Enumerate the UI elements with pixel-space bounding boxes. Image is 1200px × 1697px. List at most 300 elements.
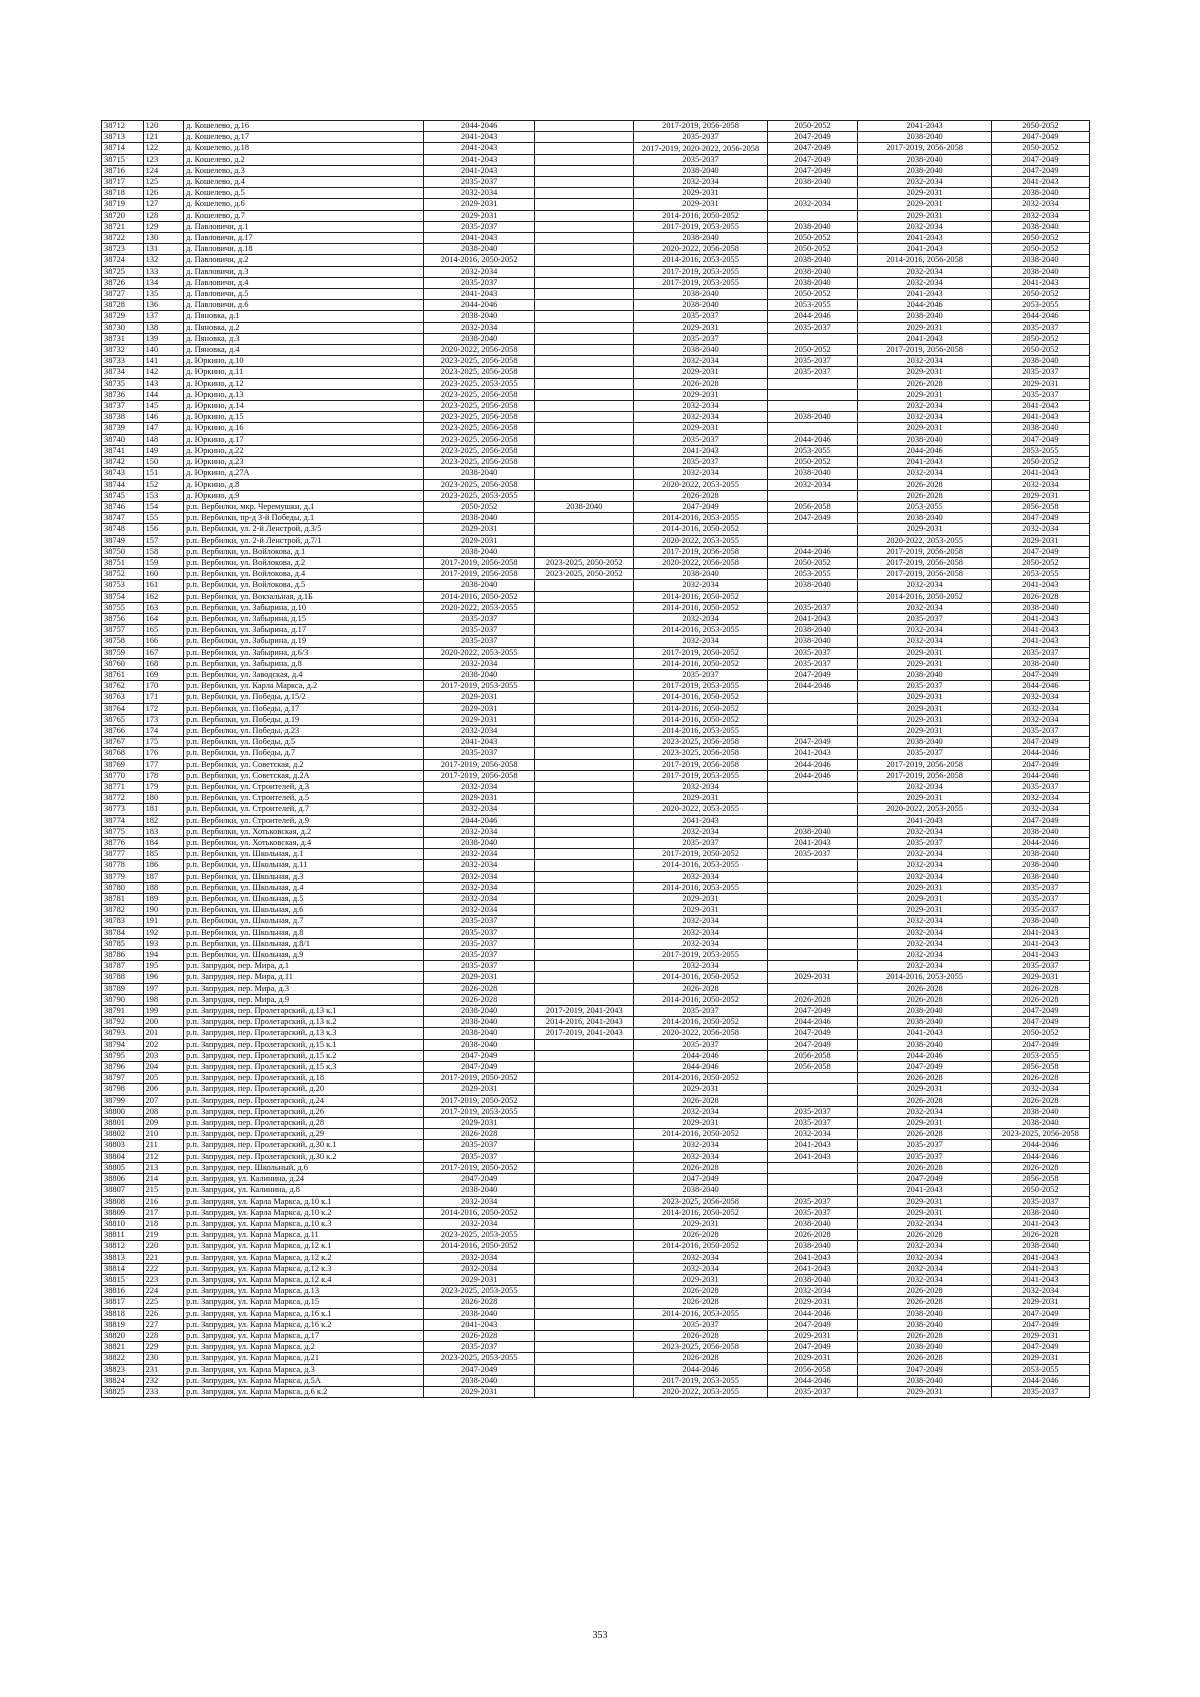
table-row <box>102 121 1090 132</box>
cell-period-1: 2035-2037 <box>424 625 535 636</box>
cell-period-4: 2038-2040 <box>767 221 858 232</box>
cell-period-6: 2050-2052 <box>991 289 1089 300</box>
table-row <box>102 1073 1090 1084</box>
cell-period-5: 2026-2028 <box>858 1162 991 1173</box>
cell-period-6: 2041-2043 <box>991 950 1089 961</box>
table-row <box>102 613 1090 624</box>
cell-period-3: 2026-2028 <box>634 1095 767 1106</box>
cell-period-1: 2026-2028 <box>424 994 535 1005</box>
cell-period-5: 2041-2043 <box>858 289 991 300</box>
cell-period-3: 2014-2016, 2050-2052 <box>634 658 767 669</box>
cell-period-4: 2044-2046 <box>767 759 858 770</box>
cell-period-4: 2035-2037 <box>767 602 858 613</box>
table-row <box>102 412 1090 423</box>
cell-address: д. Юркино, д.22 <box>184 445 424 456</box>
cell-period-3: 2032-2034 <box>634 468 767 479</box>
cell-period-1: 2023-2025, 2056-2058 <box>424 356 535 367</box>
cell-period-1: 2041-2043 <box>424 154 535 165</box>
cell-row-number: 229 <box>143 1342 184 1353</box>
cell-period-6: 2026-2028 <box>991 994 1089 1005</box>
cell-period-5: 2032-2034 <box>858 356 991 367</box>
table-row <box>102 1218 1090 1229</box>
cell-period-3: 2032-2034 <box>634 916 767 927</box>
cell-record-id: 38754 <box>102 591 144 602</box>
cell-period-3: 2029-2031 <box>634 894 767 905</box>
cell-period-6: 2041-2043 <box>991 625 1089 636</box>
cell-row-number: 214 <box>143 1174 184 1185</box>
cell-period-3: 2032-2034 <box>634 356 767 367</box>
cell-period-2 <box>535 266 634 277</box>
cell-period-2 <box>535 938 634 949</box>
cell-period-6: 2035-2037 <box>991 389 1089 400</box>
cell-period-6: 2041-2043 <box>991 1218 1089 1229</box>
cell-period-3: 2029-2031 <box>634 1218 767 1229</box>
cell-period-3: 2020-2022, 2053-2055 <box>634 479 767 490</box>
cell-record-id: 38815 <box>102 1274 144 1285</box>
cell-period-2 <box>535 401 634 412</box>
cell-period-5: 2038-2040 <box>858 434 991 445</box>
table-row <box>102 445 1090 456</box>
cell-period-6: 2038-2040 <box>991 1106 1089 1117</box>
cell-period-2 <box>535 961 634 972</box>
cell-period-3: 2026-2028 <box>634 1353 767 1364</box>
cell-period-1: 2038-2040 <box>424 1028 535 1039</box>
cell-record-id: 38748 <box>102 524 144 535</box>
cell-period-5: 2026-2028 <box>858 1330 991 1341</box>
cell-row-number: 178 <box>143 770 184 781</box>
cell-period-6: 2044-2046 <box>991 770 1089 781</box>
cell-address: д. Юркино, д.15 <box>184 412 424 423</box>
table-row <box>102 1174 1090 1185</box>
cell-period-2 <box>535 1196 634 1207</box>
cell-period-1: 2038-2040 <box>424 513 535 524</box>
cell-period-5: 2038-2040 <box>858 1375 991 1386</box>
cell-period-3: 2014-2016, 2050-2052 <box>634 591 767 602</box>
cell-period-2 <box>535 804 634 815</box>
table-row <box>102 658 1090 669</box>
cell-period-4: 2035-2037 <box>767 849 858 860</box>
cell-record-id: 38803 <box>102 1140 144 1151</box>
cell-period-4 <box>767 490 858 501</box>
cell-period-3: 2035-2037 <box>634 1039 767 1050</box>
cell-period-1: 2032-2034 <box>424 804 535 815</box>
cell-record-id: 38729 <box>102 311 144 322</box>
cell-period-2 <box>535 1241 634 1252</box>
cell-period-2 <box>535 703 634 714</box>
cell-record-id: 38735 <box>102 378 144 389</box>
table-row <box>102 1330 1090 1341</box>
cell-record-id: 38797 <box>102 1073 144 1084</box>
cell-address: р.п. Запрудня, ул. Карла Маркса, д.13 <box>184 1286 424 1297</box>
cell-period-5: 2035-2037 <box>858 1151 991 1162</box>
cell-record-id: 38744 <box>102 479 144 490</box>
cell-period-1: 2035-2037 <box>424 1140 535 1151</box>
cell-address: д. Кошелево, д.5 <box>184 188 424 199</box>
cell-record-id: 38762 <box>102 681 144 692</box>
table-row <box>102 300 1090 311</box>
cell-record-id: 38757 <box>102 625 144 636</box>
cell-record-id: 38765 <box>102 714 144 725</box>
cell-address: р.п. Вербилки, ул. Забырина, д.15 <box>184 613 424 624</box>
cell-address: р.п. Вербилки, ул. Строителей, д.3 <box>184 781 424 792</box>
cell-period-3: 2029-2031 <box>634 188 767 199</box>
table-row <box>102 322 1090 333</box>
table-row <box>102 1308 1090 1319</box>
cell-address: д. Кошелево, д.4 <box>184 177 424 188</box>
cell-period-1: 2038-2040 <box>424 669 535 680</box>
cell-address: д. Кошелево, д.3 <box>184 165 424 176</box>
cell-period-5: 2038-2040 <box>858 1308 991 1319</box>
cell-period-5: 2032-2034 <box>858 871 991 882</box>
cell-address: р.п. Запрудня, ул. Карла Маркса, д.6 к.2 <box>184 1386 424 1397</box>
cell-period-6: 2041-2043 <box>991 401 1089 412</box>
cell-record-id: 38801 <box>102 1118 144 1129</box>
cell-record-id: 38823 <box>102 1364 144 1375</box>
cell-row-number: 135 <box>143 289 184 300</box>
cell-period-1: 2038-2040 <box>424 546 535 557</box>
cell-period-2 <box>535 457 634 468</box>
cell-period-1: 2047-2049 <box>424 1062 535 1073</box>
cell-row-number: 143 <box>143 378 184 389</box>
cell-period-2 <box>535 1319 634 1330</box>
cell-period-5: 2041-2043 <box>858 457 991 468</box>
cell-address: д. Пяновка, д.2 <box>184 322 424 333</box>
cell-period-5: 2026-2028 <box>858 994 991 1005</box>
cell-period-5: 2017-2019, 2056-2058 <box>858 770 991 781</box>
cell-period-3: 2035-2037 <box>634 1319 767 1330</box>
cell-period-3: 2035-2037 <box>634 434 767 445</box>
cell-period-5: 2032-2034 <box>858 221 991 232</box>
cell-period-3: 2029-2031 <box>634 423 767 434</box>
cell-period-2 <box>535 838 634 849</box>
table-row <box>102 759 1090 770</box>
cell-period-4: 2029-2031 <box>767 972 858 983</box>
cell-period-1: 2032-2034 <box>424 849 535 860</box>
cell-record-id: 38822 <box>102 1353 144 1364</box>
cell-row-number: 176 <box>143 748 184 759</box>
cell-period-6: 2026-2028 <box>991 1095 1089 1106</box>
cell-address: д. Юркино, д.11 <box>184 367 424 378</box>
cell-period-5: 2032-2034 <box>858 1252 991 1263</box>
cell-period-4: 2038-2040 <box>767 1274 858 1285</box>
cell-record-id: 38741 <box>102 445 144 456</box>
table-row <box>102 1263 1090 1274</box>
table-row <box>102 938 1090 949</box>
cell-record-id: 38782 <box>102 905 144 916</box>
cell-period-2 <box>535 479 634 490</box>
table-row <box>102 188 1090 199</box>
cell-period-3: 2038-2040 <box>634 569 767 580</box>
cell-row-number: 165 <box>143 625 184 636</box>
table-row <box>102 860 1090 871</box>
cell-record-id: 38734 <box>102 367 144 378</box>
cell-period-4: 2050-2052 <box>767 121 858 132</box>
cell-period-4 <box>767 423 858 434</box>
cell-row-number: 184 <box>143 838 184 849</box>
cell-period-1: 2032-2034 <box>424 781 535 792</box>
cell-period-2 <box>535 725 634 736</box>
cell-address: д. Павловичи, д.4 <box>184 277 424 288</box>
cell-record-id: 38795 <box>102 1050 144 1061</box>
cell-address: р.п. Вербилки, ул. Советская, д.2 <box>184 759 424 770</box>
cell-period-1: 2017-2019, 2056-2058 <box>424 770 535 781</box>
table-row <box>102 1353 1090 1364</box>
cell-period-5: 2029-2031 <box>858 882 991 893</box>
cell-record-id: 38760 <box>102 658 144 669</box>
table-row <box>102 838 1090 849</box>
cell-address: р.п. Запрудня, ул. Карла Маркса, д.10 к.1 <box>184 1196 424 1207</box>
cell-period-6: 2041-2043 <box>991 468 1089 479</box>
cell-period-4: 2032-2034 <box>767 1286 858 1297</box>
cell-period-3: 2017-2019, 2056-2058 <box>634 759 767 770</box>
cell-row-number: 211 <box>143 1140 184 1151</box>
table-row <box>102 1028 1090 1039</box>
cell-period-4 <box>767 804 858 815</box>
cell-period-4: 2050-2052 <box>767 289 858 300</box>
cell-record-id: 38759 <box>102 647 144 658</box>
cell-period-3: 2014-2016, 2053-2055 <box>634 725 767 736</box>
cell-period-2 <box>535 1084 634 1095</box>
cell-period-3: 2032-2034 <box>634 938 767 949</box>
cell-record-id: 38776 <box>102 838 144 849</box>
cell-period-3: 2020-2022, 2053-2055 <box>634 535 767 546</box>
cell-period-4: 2047-2049 <box>767 513 858 524</box>
cell-period-6: 2041-2043 <box>991 412 1089 423</box>
cell-period-6: 2056-2058 <box>991 501 1089 512</box>
cell-row-number: 153 <box>143 490 184 501</box>
cell-period-6: 2026-2028 <box>991 591 1089 602</box>
cell-period-4: 2038-2040 <box>767 1218 858 1229</box>
cell-period-5: 2032-2034 <box>858 1263 991 1274</box>
cell-period-3: 2020-2022, 2056-2058 <box>634 244 767 255</box>
cell-period-3: 2017-2019, 2053-2055 <box>634 221 767 232</box>
cell-row-number: 144 <box>143 389 184 400</box>
cell-address: д. Пяновка, д.3 <box>184 333 424 344</box>
cell-period-5: 2029-2031 <box>858 367 991 378</box>
cell-period-4 <box>767 860 858 871</box>
cell-period-4: 2044-2046 <box>767 770 858 781</box>
cell-period-6: 2035-2037 <box>991 1196 1089 1207</box>
cell-row-number: 147 <box>143 423 184 434</box>
cell-period-4 <box>767 781 858 792</box>
cell-period-4 <box>767 1095 858 1106</box>
cell-row-number: 185 <box>143 849 184 860</box>
cell-row-number: 231 <box>143 1364 184 1375</box>
cell-period-3: 2017-2019, 2050-2052 <box>634 647 767 658</box>
cell-period-6: 2041-2043 <box>991 636 1089 647</box>
cell-address: р.п. Запрудня, ул. Карла Маркса, д.5А <box>184 1375 424 1386</box>
cell-period-2 <box>535 950 634 961</box>
cell-row-number: 160 <box>143 569 184 580</box>
cell-row-number: 154 <box>143 501 184 512</box>
cell-address: р.п. Запрудня, пер. Пролетарский, д.30 к.1 <box>184 1140 424 1151</box>
cell-period-6: 2026-2028 <box>991 1073 1089 1084</box>
cell-period-3: 2032-2034 <box>634 1252 767 1263</box>
cell-period-2 <box>535 658 634 669</box>
cell-period-4: 2038-2040 <box>767 266 858 277</box>
cell-address: р.п. Запрудня, ул. Калинина, д.8 <box>184 1185 424 1196</box>
cell-record-id: 38719 <box>102 199 144 210</box>
cell-period-3: 2032-2034 <box>634 781 767 792</box>
cell-period-1: 2044-2046 <box>424 815 535 826</box>
cell-row-number: 139 <box>143 333 184 344</box>
table-row <box>102 1140 1090 1151</box>
cell-period-5: 2026-2028 <box>858 1095 991 1106</box>
cell-address: р.п. Запрудня, ул. Карла Маркса, д.12 к.3 <box>184 1263 424 1274</box>
cell-period-5: 2029-2031 <box>858 905 991 916</box>
cell-period-4: 2032-2034 <box>767 199 858 210</box>
cell-period-6: 2041-2043 <box>991 927 1089 938</box>
cell-record-id: 38824 <box>102 1375 144 1386</box>
cell-period-6: 2032-2034 <box>991 714 1089 725</box>
cell-period-4: 2041-2043 <box>767 1252 858 1263</box>
cell-period-1: 2014-2016, 2050-2052 <box>424 255 535 266</box>
cell-period-1: 2035-2037 <box>424 1151 535 1162</box>
cell-record-id: 38812 <box>102 1241 144 1252</box>
cell-period-5: 2026-2028 <box>858 1129 991 1140</box>
table-row <box>102 804 1090 815</box>
cell-period-4: 2044-2046 <box>767 1017 858 1028</box>
cell-period-3: 2032-2034 <box>634 580 767 591</box>
cell-period-2 <box>535 210 634 221</box>
cell-period-6: 2038-2040 <box>991 1241 1089 1252</box>
cell-period-2 <box>535 345 634 356</box>
cell-period-4: 2038-2040 <box>767 412 858 423</box>
cell-period-5: 2047-2049 <box>858 1174 991 1185</box>
cell-row-number: 146 <box>143 412 184 423</box>
cell-period-1: 2020-2022, 2053-2055 <box>424 647 535 658</box>
cell-period-5: 2032-2034 <box>858 826 991 837</box>
cell-address: р.п. Вербилки, ул. Школьная, д.3 <box>184 871 424 882</box>
cell-period-2 <box>535 311 634 322</box>
cell-row-number: 191 <box>143 916 184 927</box>
cell-period-3: 2032-2034 <box>634 871 767 882</box>
cell-period-4 <box>767 871 858 882</box>
cell-row-number: 208 <box>143 1106 184 1117</box>
cell-period-1: 2026-2028 <box>424 1297 535 1308</box>
cell-period-3: 2032-2034 <box>634 1263 767 1274</box>
cell-record-id: 38726 <box>102 277 144 288</box>
cell-period-3: 2014-2016, 2053-2055 <box>634 513 767 524</box>
table-row <box>102 356 1090 367</box>
cell-address: д. Юркино, д.27А <box>184 468 424 479</box>
cell-address: р.п. Вербилки, мкр. Черемушки, д.1 <box>184 501 424 512</box>
cell-period-1: 2023-2025, 2056-2058 <box>424 434 535 445</box>
cell-address: р.п. Вербилки, ул. Школьная, д.8 <box>184 927 424 938</box>
cell-period-4: 2047-2049 <box>767 1006 858 1017</box>
cell-record-id: 38794 <box>102 1039 144 1050</box>
cell-row-number: 204 <box>143 1062 184 1073</box>
cell-row-number: 219 <box>143 1230 184 1241</box>
cell-period-3: 2020-2022, 2053-2055 <box>634 1386 767 1397</box>
cell-record-id: 38820 <box>102 1330 144 1341</box>
cell-address: р.п. Вербилки, ул. Строителей, д.5 <box>184 793 424 804</box>
cell-row-number: 130 <box>143 233 184 244</box>
cell-period-3: 2035-2037 <box>634 1006 767 1017</box>
cell-period-5: 2029-2031 <box>858 210 991 221</box>
cell-record-id: 38755 <box>102 602 144 613</box>
cell-period-1: 2050-2052 <box>424 501 535 512</box>
table-row <box>102 681 1090 692</box>
cell-period-6: 2035-2037 <box>991 781 1089 792</box>
cell-period-5: 2014-2016, 2053-2055 <box>858 972 991 983</box>
cell-period-4: 2050-2052 <box>767 457 858 468</box>
cell-period-2 <box>535 826 634 837</box>
cell-address: р.п. Запрудня, ул. Карла Маркса, д.11 <box>184 1230 424 1241</box>
table-row <box>102 221 1090 232</box>
table-row <box>102 1342 1090 1353</box>
cell-period-3: 2014-2016, 2050-2052 <box>634 602 767 613</box>
cell-period-6: 2029-2031 <box>991 1330 1089 1341</box>
cell-period-4: 2035-2037 <box>767 1196 858 1207</box>
cell-address: р.п. Запрудня, ул. Карла Маркса, д.17 <box>184 1330 424 1341</box>
cell-period-1: 2029-2031 <box>424 714 535 725</box>
cell-period-3: 2014-2016, 2050-2052 <box>634 1129 767 1140</box>
cell-period-2 <box>535 994 634 1005</box>
cell-address: р.п. Вербилки, ул. Карла Маркса, д.2 <box>184 681 424 692</box>
cell-address: р.п. Запрудня, ул. Карла Маркса, д.12 к.1 <box>184 1241 424 1252</box>
cell-period-2 <box>535 423 634 434</box>
cell-period-4: 2047-2049 <box>767 1039 858 1050</box>
cell-period-4: 2053-2055 <box>767 445 858 456</box>
cell-record-id: 38800 <box>102 1106 144 1117</box>
cell-period-5: 2038-2040 <box>858 311 991 322</box>
table-row <box>102 983 1090 994</box>
cell-row-number: 129 <box>143 221 184 232</box>
cell-row-number: 163 <box>143 602 184 613</box>
table-row <box>102 1185 1090 1196</box>
cell-period-1: 2041-2043 <box>424 143 535 154</box>
cell-record-id: 38722 <box>102 233 144 244</box>
cell-period-1: 2032-2034 <box>424 322 535 333</box>
cell-period-1: 2035-2037 <box>424 938 535 949</box>
cell-record-id: 38730 <box>102 322 144 333</box>
cell-period-3: 2026-2028 <box>634 1162 767 1173</box>
cell-period-2 <box>535 916 634 927</box>
table-row <box>102 1207 1090 1218</box>
cell-period-6: 2050-2052 <box>991 345 1089 356</box>
cell-row-number: 125 <box>143 177 184 188</box>
cell-address: д. Кошелево, д.7 <box>184 210 424 221</box>
cell-period-2: 2017-2019, 2041-2043 <box>535 1006 634 1017</box>
cell-period-2 <box>535 983 634 994</box>
cell-address: р.п. Вербилки, ул. Победы, д.19 <box>184 714 424 725</box>
cell-record-id: 38728 <box>102 300 144 311</box>
cell-period-6: 2038-2040 <box>991 188 1089 199</box>
cell-address: р.п. Вербилки, ул. Школьная, д.4 <box>184 882 424 893</box>
cell-period-6: 2041-2043 <box>991 1252 1089 1263</box>
cell-period-6: 2038-2040 <box>991 221 1089 232</box>
cell-record-id: 38825 <box>102 1386 144 1397</box>
cell-period-2 <box>535 1185 634 1196</box>
cell-record-id: 38764 <box>102 703 144 714</box>
cell-period-4 <box>767 333 858 344</box>
cell-address: р.п. Запрудня, пер. Мира, д.11 <box>184 972 424 983</box>
cell-period-2 <box>535 1353 634 1364</box>
table-row <box>102 871 1090 882</box>
cell-period-6: 2047-2049 <box>991 132 1089 143</box>
cell-period-6: 2056-2058 <box>991 1174 1089 1185</box>
page-number: 353 <box>592 1630 608 1641</box>
cell-period-6: 2053-2055 <box>991 300 1089 311</box>
cell-period-4: 2038-2040 <box>767 625 858 636</box>
cell-row-number: 226 <box>143 1308 184 1319</box>
cell-period-4: 2050-2052 <box>767 244 858 255</box>
cell-period-3: 2014-2016, 2050-2052 <box>634 972 767 983</box>
cell-period-2 <box>535 905 634 916</box>
cell-period-1: 2035-2037 <box>424 916 535 927</box>
cell-row-number: 124 <box>143 165 184 176</box>
